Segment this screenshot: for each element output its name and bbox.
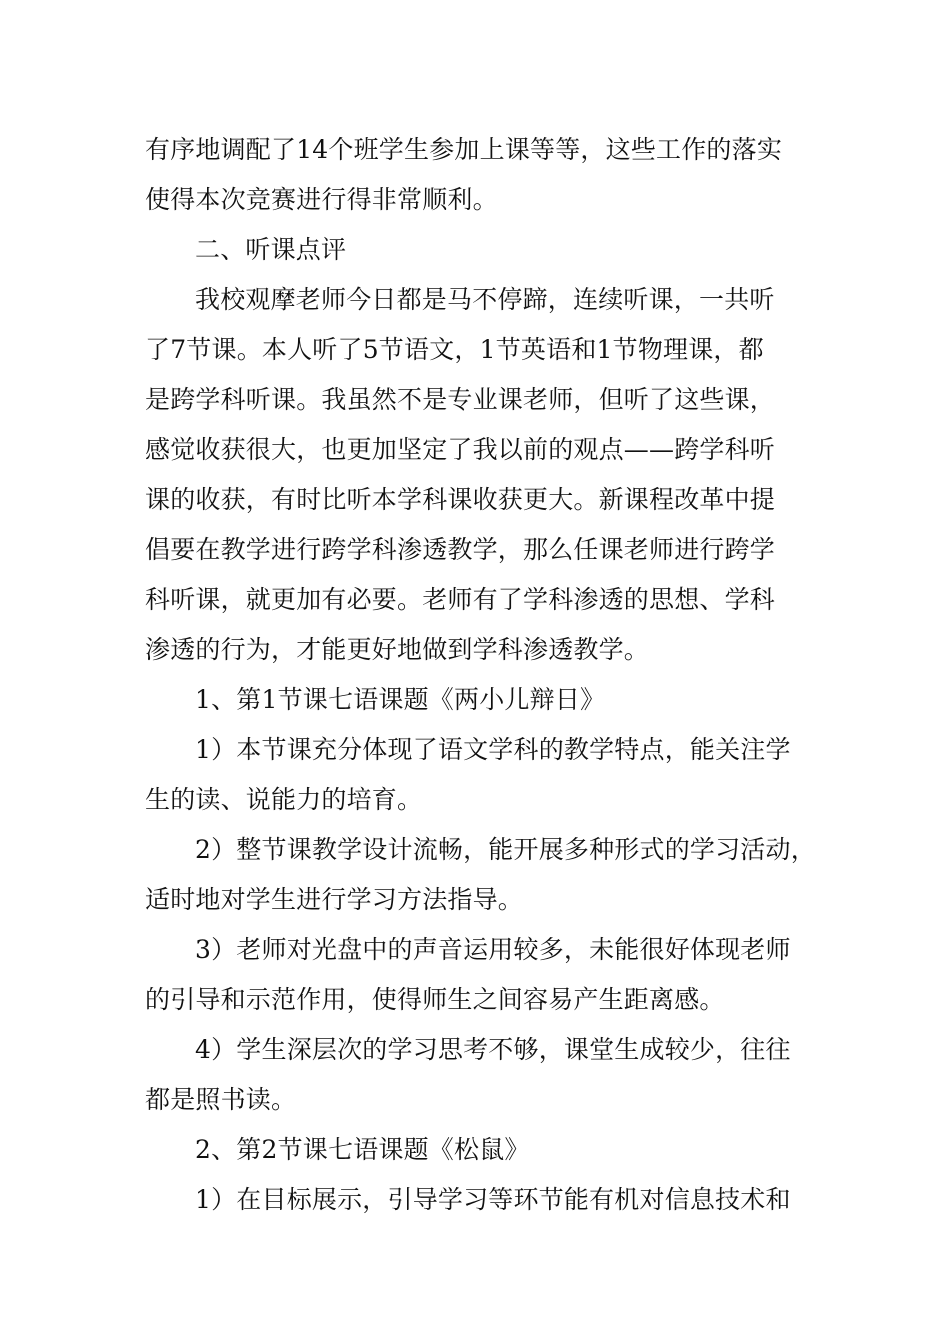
body-line: 渗透的行为，才能更好地做到学科渗透教学。 — [145, 635, 650, 664]
body-line: 科听课，就更加有必要。老师有了学科渗透的思想、学科 — [145, 585, 776, 614]
body-line: 课的收获，有时比听本学科课收获更大。新课程改革中提 — [145, 485, 776, 514]
list-item-continuation: 适时地对学生进行学习方法指导。 — [145, 885, 524, 914]
body-line: 感觉收获很大，也更加坚定了我以前的观点——跨学科听 — [145, 435, 776, 464]
body-line: 了7节课。本人听了5节语文，1节英语和1节物理课，都 — [145, 335, 764, 364]
list-item-continuation: 都是照书读。 — [145, 1085, 297, 1114]
section-heading: 二、听课点评 — [195, 235, 347, 264]
paragraph-first-line: 我校观摩老师今日都是马不停蹄，连续听课，一共听 — [195, 285, 775, 314]
body-line: 倡要在教学进行跨学科渗透教学，那么任课老师进行跨学 — [145, 535, 776, 564]
subsection-heading: 2、第2节课七语课题《松鼠》 — [195, 1135, 530, 1164]
list-item-first-line: 1）在目标展示，引导学习等环节能有机对信息技术和 — [195, 1185, 791, 1214]
list-item-continuation: 的引导和示范作用，使得师生之间容易产生距离感。 — [145, 985, 725, 1014]
list-item-first-line: 2）整节课教学设计流畅，能开展多种形式的学习活动， — [195, 835, 816, 864]
list-item-first-line: 4）学生深层次的学习思考不够，课堂生成较少，往往 — [195, 1035, 791, 1064]
body-line: 使得本次竞赛进行得非常顺利。 — [145, 185, 498, 214]
subsection-heading: 1、第1节课七语课题《两小儿辩日》 — [195, 685, 606, 714]
list-item-first-line: 1）本节课充分体现了语文学科的教学特点，能关注学 — [195, 735, 791, 764]
body-line: 有序地调配了14个班学生参加上课等等，这些工作的落实 — [145, 135, 783, 164]
body-line: 是跨学科听课。我虽然不是专业课老师，但听了这些课， — [145, 385, 776, 414]
list-item-continuation: 生的读、说能力的培育。 — [145, 785, 423, 814]
list-item-first-line: 3）老师对光盘中的声音运用较多，未能很好体现老师 — [195, 935, 791, 964]
